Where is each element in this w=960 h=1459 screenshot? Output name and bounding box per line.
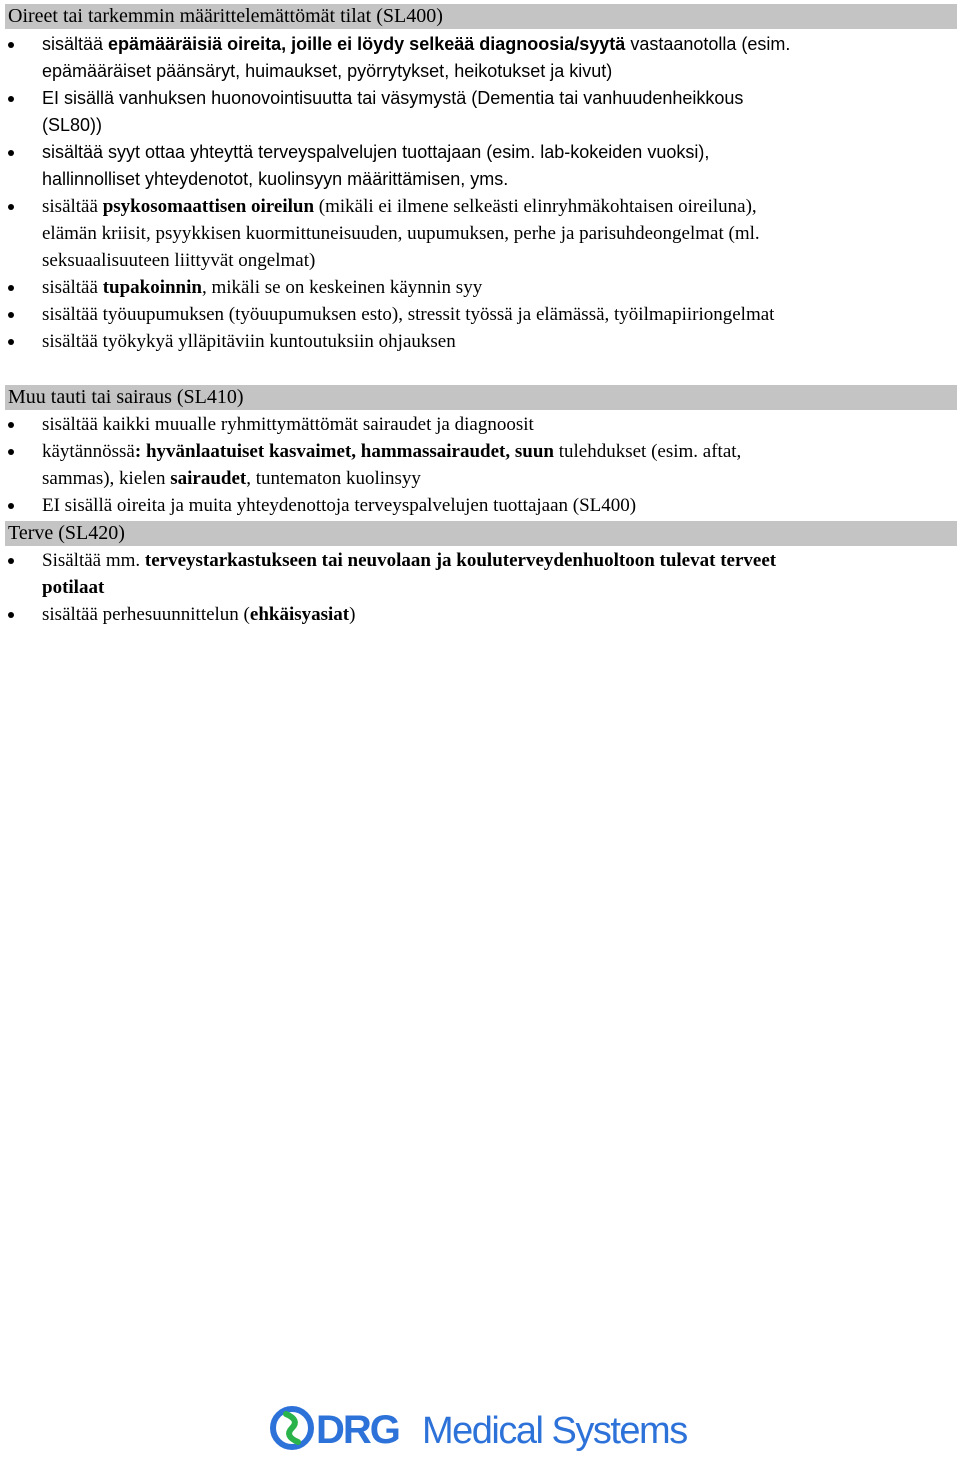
- section-header-sl410: Muu tauti tai sairaus (SL410): [5, 385, 957, 410]
- bullet-icon: [8, 612, 14, 618]
- bold-text: tupakoinnin: [102, 277, 202, 298]
- section-header-sl420: Terve (SL420): [5, 521, 957, 546]
- drg-logo: [270, 1402, 690, 1454]
- bold-text: : hyvänlaatuiset kasvaimet, hammassairaudet, suun: [134, 441, 554, 462]
- bold-text: terveystarkastukseen tai neuvolaan ja kouluterveydenhuoltoon tulevat terveet: [144, 550, 777, 571]
- bold-text: ehkäisyasiat: [249, 604, 350, 625]
- section-header-sl400: Oireet tai tarkemmin määrittelemättömät tilat (SL400): [5, 4, 957, 29]
- text-run: sisältää: [42, 196, 103, 217]
- bullet-icon: [8, 204, 14, 210]
- bullet-icon: [8, 558, 14, 564]
- text-run: , tuntematon kuolinsyy: [246, 468, 421, 489]
- list-item: [0, 274, 960, 301]
- text-run: sisältää syyt ottaa yhteyttä terveyspalvelujen tuottajaan (esim. lab-kokeiden vuoksi),: [42, 142, 710, 162]
- list-item: [0, 547, 960, 601]
- bullet-icon: [8, 503, 14, 509]
- text-run: EI sisällä oireita ja muita yhteydenottoja terveyspalvelujen tuottajaan (SL400): [42, 495, 637, 516]
- logo-brand-text: DRG: [316, 1408, 399, 1452]
- list-item: [0, 492, 960, 519]
- bullet-icon: [8, 312, 14, 318]
- sl400-list: [0, 31, 960, 355]
- text-run: seksuaalisuuteen liittyvät ongelmat): [42, 250, 316, 271]
- bold-text: epämääräisiä oireita, joille ei löydy selkeää diagnoosia/syytä: [108, 34, 626, 54]
- text-run: sisältää: [42, 277, 103, 298]
- text-run: Sisältää mm.: [42, 550, 145, 571]
- text-run: hallinnolliset yhteydenotot, kuolinsyyn määrittämisen, yms.: [42, 169, 509, 189]
- bullet-icon: [8, 42, 14, 48]
- list-item: [0, 601, 960, 628]
- text-run: , mikäli se on keskeinen käynnin syy: [201, 277, 483, 298]
- list-item: [0, 139, 960, 193]
- sl410-list: [0, 411, 960, 519]
- list-item: [0, 31, 960, 85]
- list-item: [0, 301, 960, 328]
- text-run: epämääräiset päänsäryt, huimaukset, pyörrytykset, heikotukset ja kivut): [42, 61, 613, 81]
- drg-logo-mark-icon: [270, 1402, 690, 1454]
- bold-text: sairaudet: [170, 468, 247, 489]
- bullet-icon: [8, 150, 14, 156]
- text-run: sisältää: [42, 34, 109, 54]
- bullet-icon: [8, 422, 14, 428]
- bullet-icon: [8, 96, 14, 102]
- bold-text: potilaat: [42, 577, 105, 598]
- text-run: sisältää työuupumuksen (työuupumuksen esto), stressit työssä ja elämässä, työilmapiiriongelmat: [42, 304, 775, 325]
- text-run: sisältää kaikki muualle ryhmittymättömät sairaudet ja diagnoosit: [42, 414, 534, 435]
- list-item: [0, 85, 960, 139]
- text-run: elämän kriisit, psyykkisen kuormittuneisuuden, uupumuksen, perhe ja parisuhdeongelmat (ml.: [42, 223, 760, 244]
- bullet-icon: [8, 339, 14, 345]
- text-run: (mikäli ei ilmene selkeästi elinryhmäkohtaisen oireiluna),: [314, 196, 757, 217]
- text-run: tulehdukset (esim. aftat,: [553, 441, 742, 462]
- bullet-icon: [8, 285, 14, 291]
- list-item: [0, 328, 960, 355]
- text-run: (SL80)): [42, 115, 103, 135]
- list-item: [0, 193, 960, 274]
- text-run: EI sisällä vanhuksen huonovointisuutta tai väsymystä (Dementia tai vanhuudenheikkous: [42, 88, 744, 108]
- logo-name-text: Medical Systems: [422, 1410, 687, 1452]
- text-run: sisältää työkykyä ylläpitäviin kuntoutuksiin ohjauksen: [42, 331, 456, 352]
- text-run: ): [349, 604, 356, 625]
- list-item: [0, 411, 960, 438]
- list-item: [0, 438, 960, 492]
- text-run: sammas), kielen: [42, 468, 171, 489]
- sl420-list: [0, 547, 960, 628]
- text-run: vastaanotolla (esim.: [625, 34, 791, 54]
- text-run: sisältää perhesuunnittelun (: [42, 604, 250, 625]
- text-run: käytännössä: [42, 441, 135, 462]
- bold-text: psykosomaattisen oireilun: [102, 196, 315, 217]
- bullet-icon: [8, 449, 14, 455]
